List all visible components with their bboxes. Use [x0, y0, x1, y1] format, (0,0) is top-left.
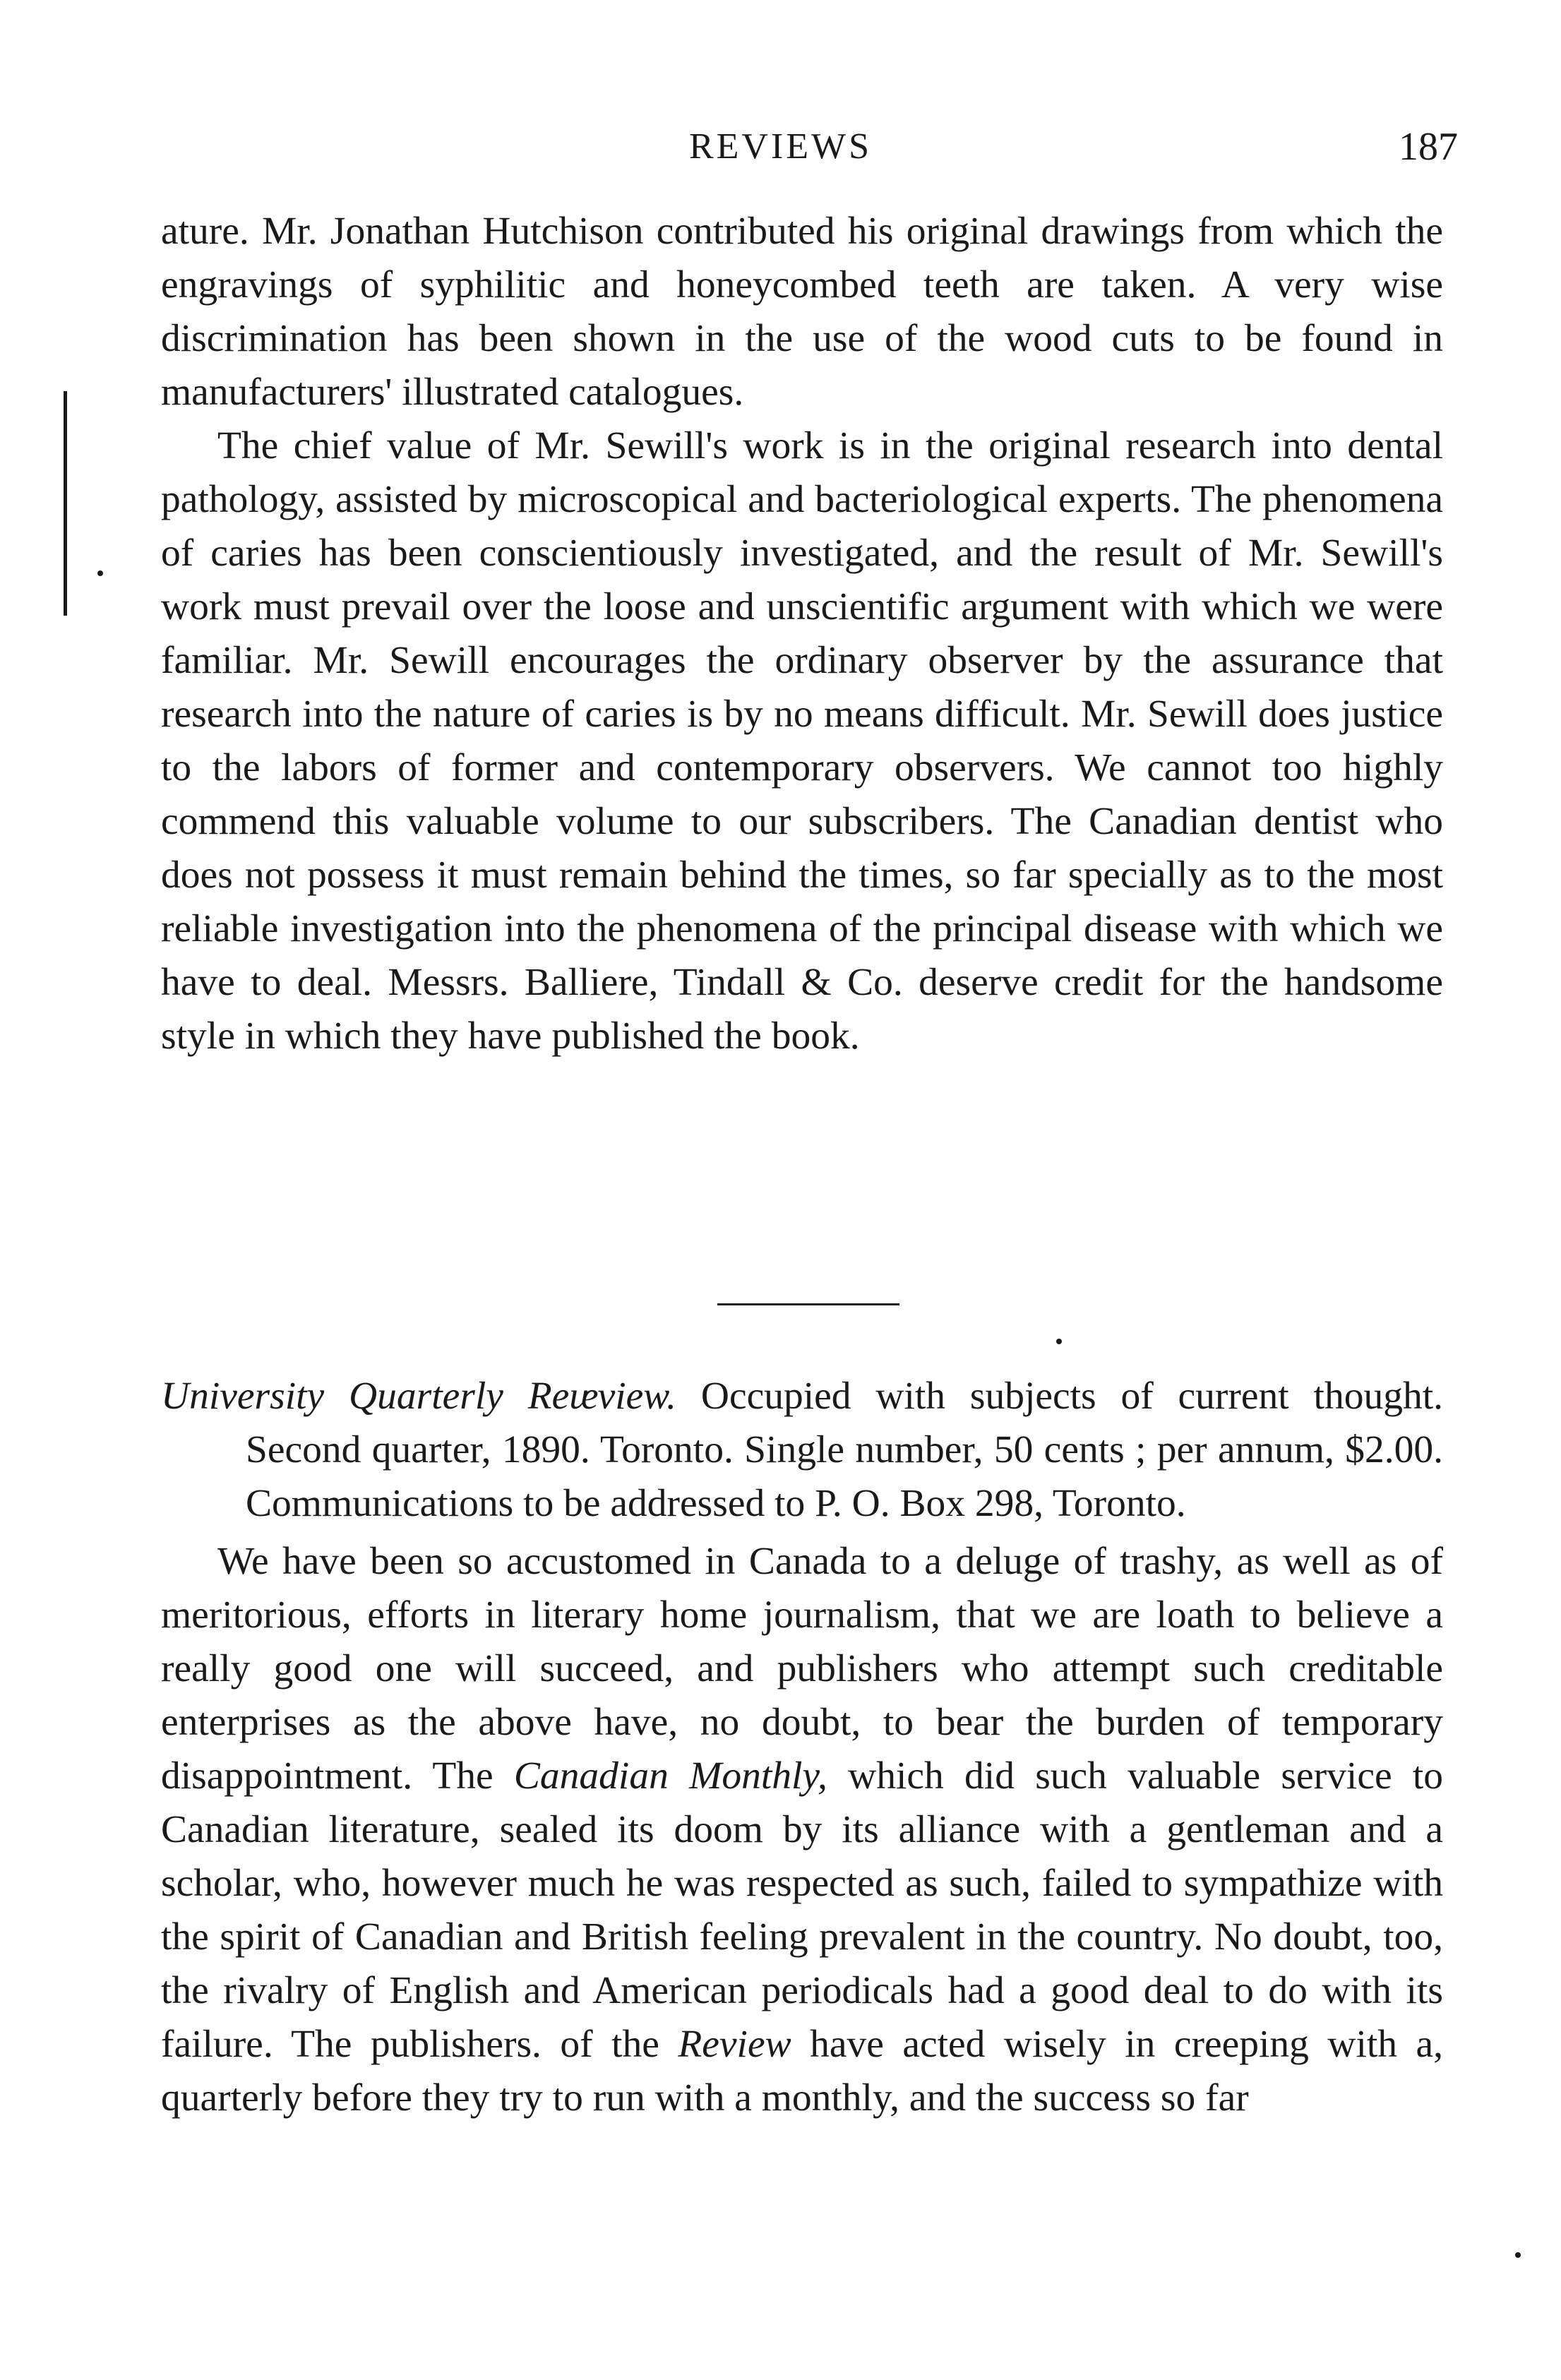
- margin-speck: [97, 570, 103, 576]
- review-entry: [161, 1370, 1443, 2125]
- running-title: REVIEWS: [688, 126, 873, 167]
- print-speck: [1515, 2252, 1521, 2258]
- print-speck: [1056, 1339, 1062, 1344]
- review-text: which did such valuable service to Canadian literature, sealed its doom by its alliance with a gentleman and a scholar, who, however much he was respected as such, failed to sympathize with the spirit of Canadian and British feeling prevalent in the country. No doubt, too, the rivalry of English and American periodicals had a good deal to do with its failure. The publishers. of the: [161, 1754, 1444, 2066]
- section-divider: [717, 1303, 899, 1305]
- page-number: 187: [1399, 125, 1458, 169]
- review-paragraph: The chief value of Mr. Sewill's work is in the original research into dental pathology, assisted by microscopical and bacteriological experts. The phenomena of caries has been conscientiously investigated, and the result of Mr. Sewill's work must prevail over the loose and unscientific argument with which we were familiar. Mr. Sewill encourages the ordinary observer by the assurance that research into the nature of caries is by no means difficult. Mr. Sewill does justice to the labors of former and contemporary observers. We cannot too highly commend this valuable volume to our subscribers. The Canadian dentist who does not possess it must remain behind the times, so far specially as to the most reliable investigation into the phenomena of the principal disease with which we have to deal. Messrs. Balliere, Tindall & Co. deserve credit for the handsome style in which they have published the book.: [161, 424, 1443, 1058]
- review-paragraph: ature. Mr. Jonathan Hutchison contributed his original drawings from which the engravings of syphilitic and honeycombed teeth are taken. A very wise discrimination has been shown in the use of the wood cuts to be found in manufacturers' illustrated catalogues.: [161, 210, 1443, 414]
- publication-title: University Quarterly Reᵫview.: [161, 1375, 677, 1418]
- review-paragraph: [161, 1535, 1443, 2125]
- journal-title: Review: [678, 2023, 791, 2066]
- running-head: [0, 120, 1561, 177]
- margin-mark: [64, 391, 67, 616]
- bibliographic-entry: [161, 1370, 1443, 1531]
- journal-title: Canadian Monthly,: [513, 1754, 827, 1798]
- entry-details: Occupied with subjects of current thought. Second quarter, 1890. Toronto. Single number, 50 cents ; per annum, $2.00. Communications to be addressed to P. O. Box 298, Toronto.: [246, 1375, 1443, 1525]
- review-continuation: [161, 205, 1443, 1063]
- review-text: have acted wisely in creeping with a, quarterly before they try to run with a monthly, and the success so far: [161, 2023, 1444, 2119]
- review-text: We have been so accustomed in Canada to a deluge of trashy, as well as of meritorious, efforts in literary home journalism, that we are loath to believe a really good one will succeed, and publishers who attempt such creditable enterprises as the above have, no doubt, to bear the burden of temporary disappointment. The: [161, 1540, 1443, 1798]
